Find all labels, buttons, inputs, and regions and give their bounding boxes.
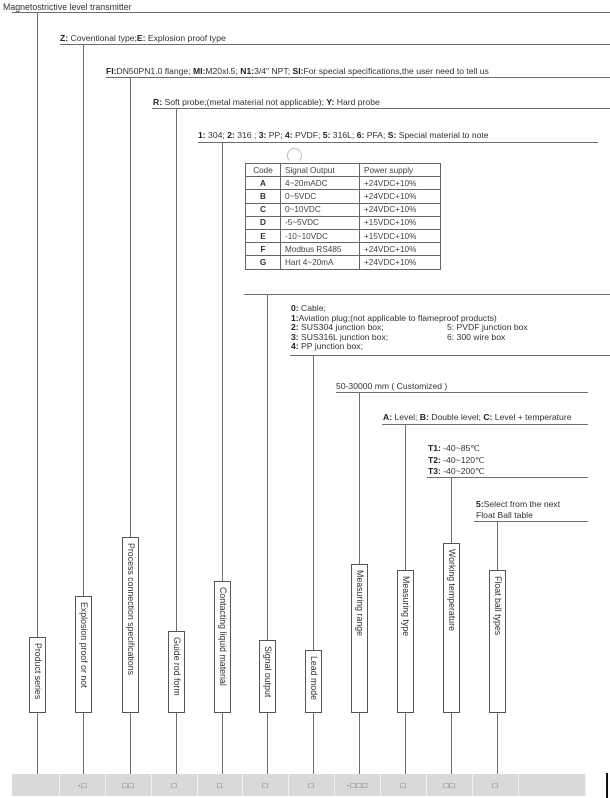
- table-row: [246, 256, 441, 269]
- label-lead-mode: Lead mode: [305, 650, 322, 713]
- process-connection-rule: [106, 77, 610, 78]
- lead-mode-line: 4: PP junction box;: [291, 341, 363, 352]
- code-cell: □: [289, 774, 335, 796]
- lead-mode-line: 3: SUS316L junction box; 6: 300 wire box: [291, 331, 506, 342]
- connector-line: [222, 713, 223, 774]
- code-cell: [519, 774, 586, 796]
- cell-signal: -10~10VDC: [281, 229, 360, 242]
- title-rule: [12, 12, 610, 13]
- label-float-ball-types: Float ball types: [489, 570, 506, 713]
- code-cell: □: [381, 774, 427, 796]
- cell-signal: -5~5VDC: [281, 216, 360, 229]
- connector-line: [405, 424, 406, 570]
- measuring-range-rule: [336, 392, 588, 393]
- table-row: [246, 229, 441, 242]
- code-cell: [12, 774, 60, 796]
- label-working-temperature: Working temperature: [443, 543, 460, 713]
- explosion-options: Z: Coventional type;E: Explosion proof type: [60, 33, 226, 43]
- cell-signal: 4~20mADC: [281, 177, 360, 190]
- label-measuring-type: Measuring type: [397, 570, 414, 713]
- model-code-row: [12, 774, 586, 796]
- cell-power: +24VDC+10%: [360, 177, 441, 190]
- connector-line: [359, 713, 360, 774]
- cell-code: B: [246, 190, 281, 203]
- label-measuring-range: Measuring range: [351, 564, 368, 713]
- table-row: [246, 216, 441, 229]
- connector-line: [83, 713, 84, 774]
- edge-mark: [606, 773, 608, 798]
- working-temperature-options: [428, 443, 485, 478]
- material-options: 1: 304; 2: 316 ; 3: PP; 4: PVDF; 5: 316L; 6: PFA; S: Special material to note: [198, 130, 489, 140]
- label-guide-rod-form: Guide rod form: [168, 631, 185, 713]
- connector-line: [497, 713, 498, 774]
- connector-line: [176, 108, 177, 631]
- guide-rod-options: R: Soft probe;(metal material not applicable); Y: Hard probe: [153, 97, 380, 107]
- float-ball-text: 5:Select from the next Float Ball table: [476, 499, 561, 520]
- connector-line: [37, 12, 38, 637]
- cell-signal: Hart 4~20mA: [281, 256, 360, 269]
- connector-line: [176, 713, 177, 774]
- cell-code: E: [246, 229, 281, 242]
- code-cell: -□: [60, 774, 106, 796]
- code-cell: □□: [106, 774, 152, 796]
- connector-line: [359, 392, 360, 564]
- cell-power: +24VDC+10%: [360, 190, 441, 203]
- cell-power: +15VDC+10%: [360, 229, 441, 242]
- cell-code: D: [246, 216, 281, 229]
- code-cell: □: [243, 774, 289, 796]
- temp-line: T2: -40~120℃: [428, 454, 485, 465]
- connector-line: [222, 142, 223, 581]
- header-signal-output: Signal Output: [281, 164, 360, 177]
- cursor-circle-icon: [287, 148, 302, 163]
- label-process-connection: Process connection specifications: [122, 537, 139, 713]
- connector-line: [267, 294, 268, 640]
- cell-power: +24VDC+10%: [360, 256, 441, 269]
- connector-line: [451, 477, 452, 543]
- measuring-type-rule: [382, 424, 588, 425]
- code-cell: □: [152, 774, 198, 796]
- temp-line: T3: -40~200℃: [428, 466, 485, 476]
- diagram-title: Magnetostrictive level transmitter: [3, 2, 132, 12]
- code-cell: □: [473, 774, 519, 796]
- table-row: [246, 190, 441, 203]
- cell-signal: 0~10VDC: [281, 203, 360, 216]
- lead-mode-line: 2: SUS304 junction box; 5: PVDF junction box: [291, 322, 528, 333]
- measuring-range-text: 50-30000 mm ( Customized ): [336, 381, 448, 391]
- cell-code: F: [246, 243, 281, 256]
- connector-line: [313, 713, 314, 774]
- connector-line: [405, 713, 406, 774]
- material-rule: [198, 142, 598, 143]
- connector-line: [267, 713, 268, 774]
- connector-line: [313, 355, 314, 650]
- cell-signal: Modbus RS485: [281, 243, 360, 256]
- connector-line: [130, 713, 131, 774]
- process-connection-options: FI:DN50PN1.0 flange; MI:M20xl.5; N1:3/4" NPT; SI:For special specifications,the user need to tell us: [106, 66, 489, 76]
- cell-code: G: [246, 256, 281, 269]
- label-signal-output: Signal output: [259, 640, 276, 713]
- signal-output-table: [245, 163, 441, 270]
- measuring-type-options: A: Level; B: Double level; C: Level + temperature: [383, 412, 572, 422]
- float-ball-rule: [474, 521, 588, 522]
- table-row: [246, 203, 441, 216]
- label-explosion-proof: Explosion proof or not: [75, 596, 92, 713]
- table-row: [246, 177, 441, 190]
- label-product-series: Product series: [29, 637, 46, 713]
- code-cell: □: [198, 774, 243, 796]
- guide-rod-rule: [152, 108, 610, 109]
- code-cell: □□: [427, 774, 473, 796]
- connector-line: [497, 521, 498, 570]
- temp-line: T1: -40~85℃: [428, 443, 480, 453]
- label-contacting-liquid-material: Contacting liquid material: [214, 581, 231, 713]
- code-cell: -□□□: [335, 774, 381, 796]
- cell-power: +15VDC+10%: [360, 216, 441, 229]
- table-header-row: [246, 164, 441, 177]
- cell-power: +24VDC+10%: [360, 243, 441, 256]
- explosion-rule: [60, 44, 610, 45]
- connector-line: [130, 77, 131, 537]
- header-power-supply: Power supply: [360, 164, 441, 177]
- lead-mode-options: [291, 303, 528, 352]
- cell-code: A: [246, 177, 281, 190]
- header-code: Code: [246, 164, 281, 177]
- cell-signal: 0~5VDC: [281, 190, 360, 203]
- lead-mode-rule: [290, 355, 610, 356]
- cell-code: C: [246, 203, 281, 216]
- lead-mode-line: 1:Aviation plug;(not applicable to flameproof products): [291, 312, 497, 323]
- connector-line: [37, 713, 38, 774]
- signal-output-rule: [244, 294, 610, 295]
- table-row: [246, 243, 441, 256]
- cell-power: +24VDC+10%: [360, 203, 441, 216]
- connector-line: [451, 713, 452, 774]
- connector-line: [83, 44, 84, 596]
- lead-mode-line: 0: Cable;: [291, 303, 326, 313]
